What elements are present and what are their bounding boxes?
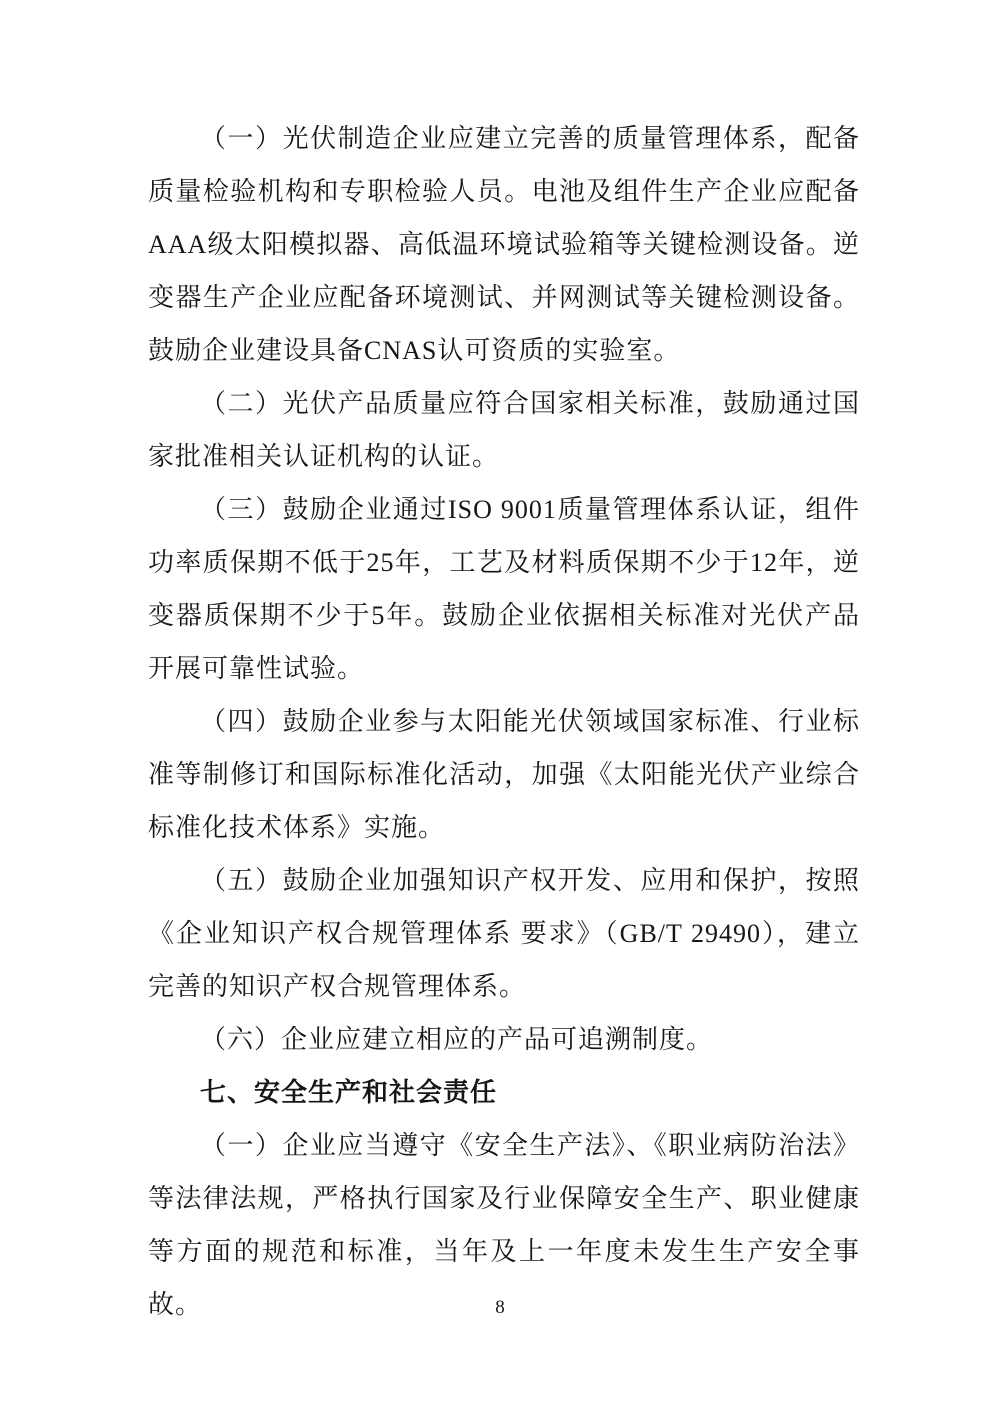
paragraph-traceability: （六）企业应建立相应的产品可追溯制度。: [200, 1025, 714, 1054]
paragraph-safety-laws: （一）企业应当遵守《安全生产法》、《职业病防治法》等法律法规，严格执行国家及行业保障安全生产、职业健康等方面的规范和标准，当年及上一年度未发生生产安全事故。: [148, 1131, 860, 1319]
paragraph-product-standards: （二）光伏产品质量应符合国家相关标准，鼓励通过国家批准相关认证机构的认证。: [148, 389, 860, 471]
section-heading-safety: 七、安全生产和社会责任: [200, 1077, 498, 1107]
paragraph-standardization: （四）鼓励企业参与太阳能光伏领域国家标准、行业标准等制修订和国际标准化活动，加强《太阳能光伏产业综合标准化技术体系》实施。: [148, 707, 860, 842]
page-number: 8: [495, 1297, 505, 1318]
paragraph-intellectual-property: （五）鼓励企业加强知识产权开发、应用和保护，按照《企业知识产权合规管理体系 要求》（GB/T 29490），建立完善的知识产权合规管理体系。: [148, 866, 860, 1001]
document-body: [148, 112, 860, 1331]
paragraph-iso-certification: （三）鼓励企业通过ISO 9001质量管理体系认证，组件功率质保期不低于25年，工艺及材料质保期不少于12年，逆变器质保期不少于5年。鼓励企业依据相关标准对光伏产品开展可靠性试验。: [148, 495, 860, 683]
paragraph-quality-system: （一）光伏制造企业应建立完善的质量管理体系，配备质量检验机构和专职检验人员。电池及组件生产企业应配备AAA级太阳模拟器、高低温环境试验箱等关键检测设备。逆变器生产企业应配备环境测试、并网测试等关键检测设备。鼓励企业建设具备CNAS认可资质的实验室。: [148, 124, 860, 365]
